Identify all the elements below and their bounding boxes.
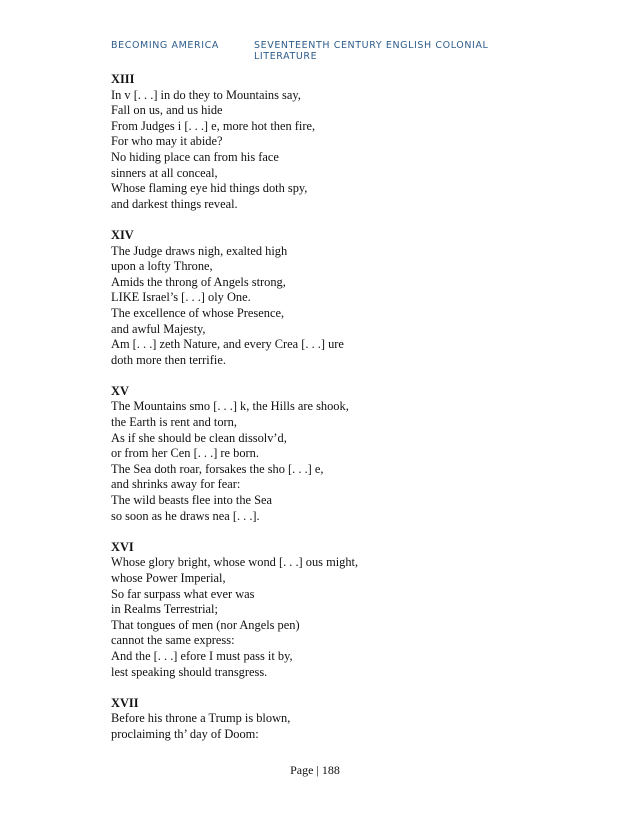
verse-line: LIKE Israel’s [. . .] oly One.	[111, 290, 251, 305]
verse-line: The Judge draws nigh, exalted high	[111, 243, 288, 258]
verse-line: Fall on us, and us hide	[111, 103, 223, 118]
verse-line: No hiding place can from his face	[111, 149, 279, 164]
verse-line: And the [. . .] efore I must pass it by,	[111, 648, 293, 663]
page-label: Page	[290, 763, 314, 777]
verse-line: The wild beasts flee into the Sea	[111, 493, 273, 508]
verse-line: and darkest things reveal.	[111, 196, 238, 211]
poem-body	[111, 72, 531, 758]
verse-line: whose Power Imperial,	[111, 571, 226, 585]
verse-line: and shrinks away for fear:	[111, 477, 241, 492]
stanza	[111, 72, 531, 212]
page-separator: |	[316, 763, 319, 777]
verse-line: cannot the same express:	[111, 633, 235, 648]
stanza-number: XV	[111, 383, 129, 398]
verse-line: As if she should be clean dissolv’d,	[111, 430, 287, 445]
header-section-title: SEVENTEENTH CENTURY ENGLISH COLONIAL LITERATURE	[254, 40, 489, 62]
page-number: 188	[321, 763, 340, 777]
verse-line: For who may it abide?	[111, 134, 223, 149]
verse-line: or from her Cen [. . .] re born.	[111, 446, 259, 461]
verse-line: So far surpass what ever was	[111, 586, 255, 601]
verse-line: Before his throne a Trump is blown,	[111, 711, 291, 726]
verse-line: upon a lofty Throne,	[111, 259, 213, 274]
verse-line: the Earth is rent and torn,	[111, 415, 237, 430]
stanza	[111, 384, 531, 524]
stanza	[111, 228, 531, 368]
verse-line: The Mountains smo [. . .] k, the Hills are shook,	[111, 399, 349, 414]
header-book-title: BECOMING AMERICA	[111, 40, 219, 51]
stanza	[111, 540, 531, 680]
verse-line: Whose glory bright, whose wond [. . .] ous might,	[111, 555, 359, 570]
verse-line: and awful Majesty,	[111, 321, 206, 336]
verse-line: From Judges i [. . .] e, more hot then fire,	[111, 118, 316, 133]
stanza-number: XIII	[111, 72, 135, 86]
stanza-number: XVI	[111, 539, 134, 554]
stanza	[111, 696, 531, 743]
stanza-number: XVII	[111, 695, 139, 710]
stanza-number: XIV	[111, 227, 134, 242]
verse-line: Amids the throng of Angels strong,	[111, 274, 286, 289]
verse-line: Whose flaming eye hid things doth spy,	[111, 181, 308, 196]
verse-line: doth more then terrifie.	[111, 352, 226, 367]
verse-line: so soon as he draws nea [. . .].	[111, 508, 260, 523]
verse-line: In v [. . .] in do they to Mountains say,	[111, 87, 301, 102]
verse-line: That tongues of men (nor Angels pen)	[111, 617, 300, 632]
running-header	[111, 40, 531, 62]
verse-line: Am [. . .] zeth Nature, and every Crea [. . .] ure	[111, 337, 344, 352]
verse-line: The excellence of whose Presence,	[111, 305, 285, 320]
verse-line: proclaiming th’ day of Doom:	[111, 726, 259, 741]
verse-line: lest speaking should transgress.	[111, 664, 268, 679]
verse-line: in Realms Terrestrial;	[111, 602, 218, 617]
verse-line: The Sea doth roar, forsakes the sho [. . .] e,	[111, 461, 324, 476]
verse-line: sinners at all conceal,	[111, 165, 218, 180]
page-footer	[0, 763, 630, 778]
